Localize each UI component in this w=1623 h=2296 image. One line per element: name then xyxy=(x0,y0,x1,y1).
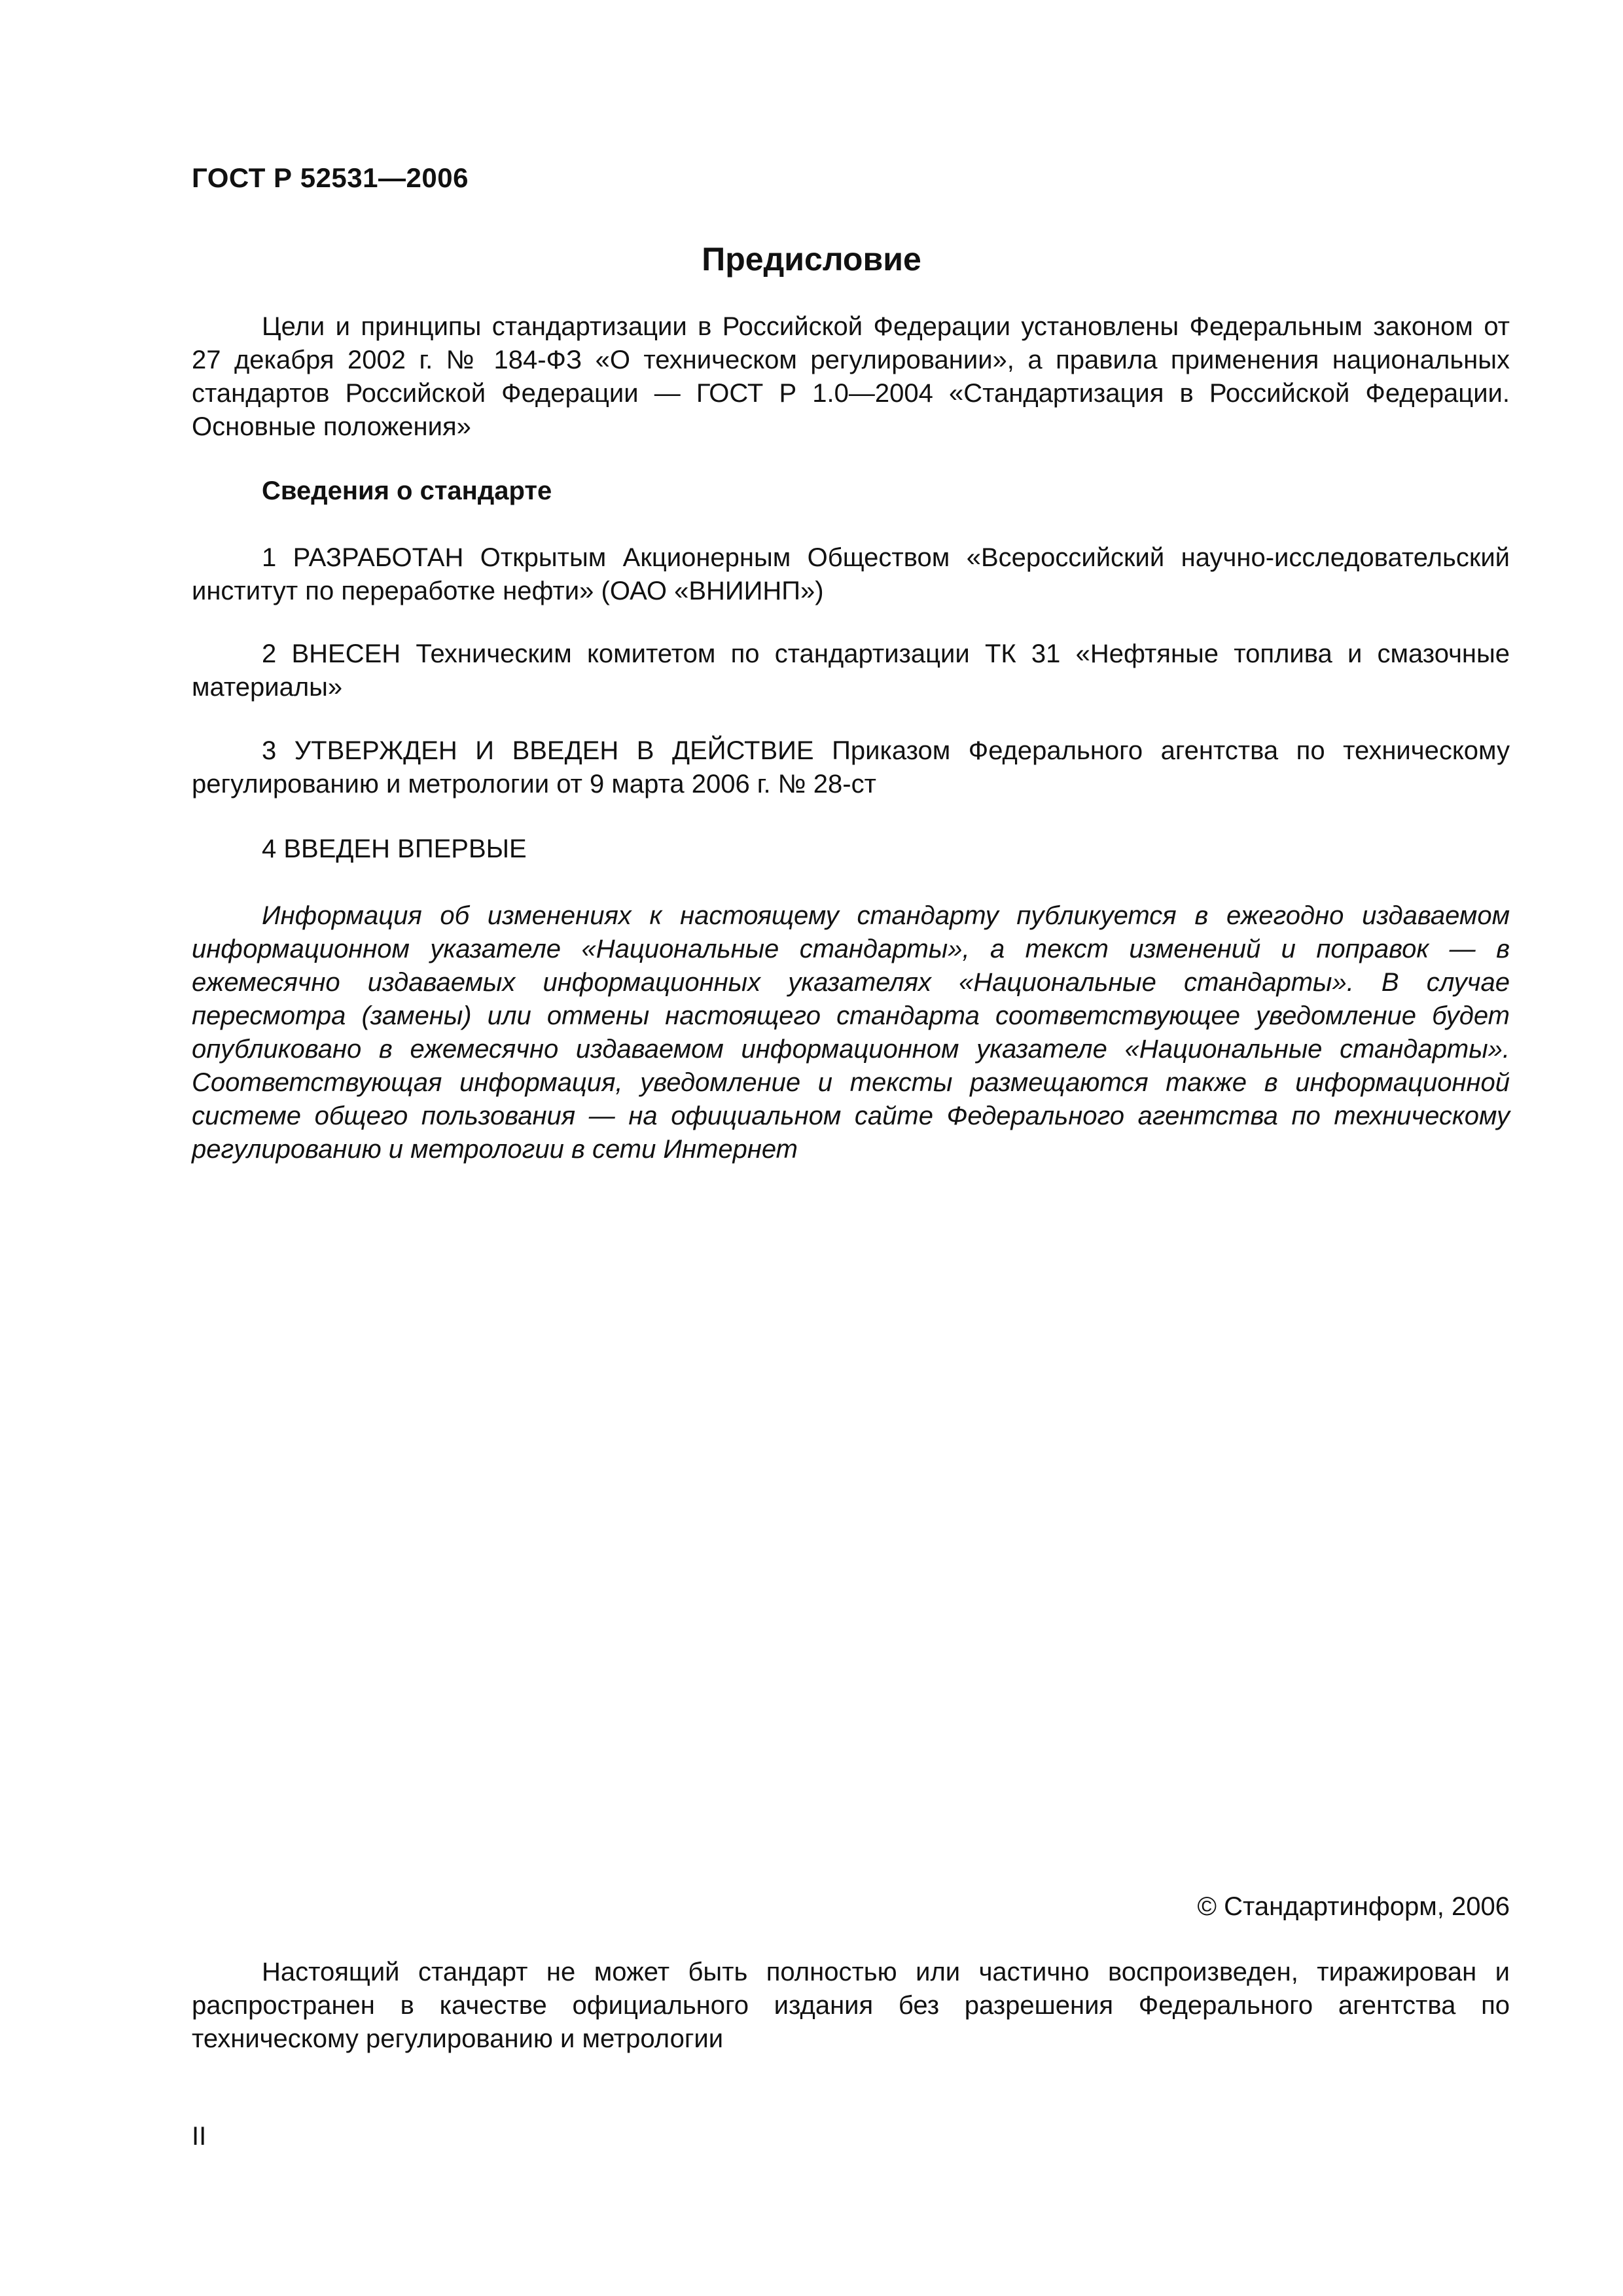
reproduction-restriction: Настоящий стандарт не может быть полностью или частично воспроизведен, тиражирован и распространен в качестве официального издания без разрешения Федерального агентства по техническому регулированию и метрологии xyxy=(192,1958,1510,2053)
item-introduced-by: 2 ВНЕСЕН Техническим комитетом по стандартизации ТК 31 «Нефтяные топлива и смазочные материалы» xyxy=(192,639,1510,702)
standard-designation: ГОСТ Р 52531—2006 xyxy=(192,162,469,193)
item-approved: 3 УТВЕРЖДЕН И ВВЕДЕН В ДЕЙСТВИЕ Приказом Федерального агентства по техническому регулированию и метрологии от 9 марта 2006 г. № 28-ст xyxy=(192,736,1510,798)
section-heading: Сведения о стандарте xyxy=(262,476,552,505)
intro-paragraph: Цели и принципы стандартизации в Российской Федерации установлены Федеральным законом от 27 декабря 2002 г. № 184-ФЗ «О техническом регулировании», а правила применения национальных стандартов Российской Федерации — ГОСТ Р 1.0—2004 «Стандартизация в Российской Федерации. Основные положения» xyxy=(192,312,1510,441)
item-first-introduced: 4 ВВЕДЕН ВПЕРВЫЕ xyxy=(262,834,527,863)
page-title: Предисловие xyxy=(702,241,921,278)
page-number: II xyxy=(192,2122,207,2151)
item-developed: 1 РАЗРАБОТАН Открытым Акционерным Обществом «Всероссийский научно-исследовательский институт по переработке нефти» (ОАО «ВНИИНП») xyxy=(192,543,1510,605)
changes-notice: Информация об изменениях к настоящему стандарту публикуется в ежегодно издаваемом информационном указателе «Национальные стандарты», а текст изменений и поправок — в ежемесячно издаваемых информационных указателях «Национальные стандарты». В случае пересмотра (замены) или отмены настоящего стандарта соответствующее уведомление будет опубликовано в ежемесячно издаваемом информационном указателе «Национальные стандарты». Соответствующая информация, уведомление и тексты размещаются также в информационной системе общего пользования — на официальном сайте Федерального агентства по техническому регулированию и метрологии в сети Интернет xyxy=(192,901,1510,1164)
copyright: © Стандартинформ, 2006 xyxy=(1197,1892,1510,1921)
